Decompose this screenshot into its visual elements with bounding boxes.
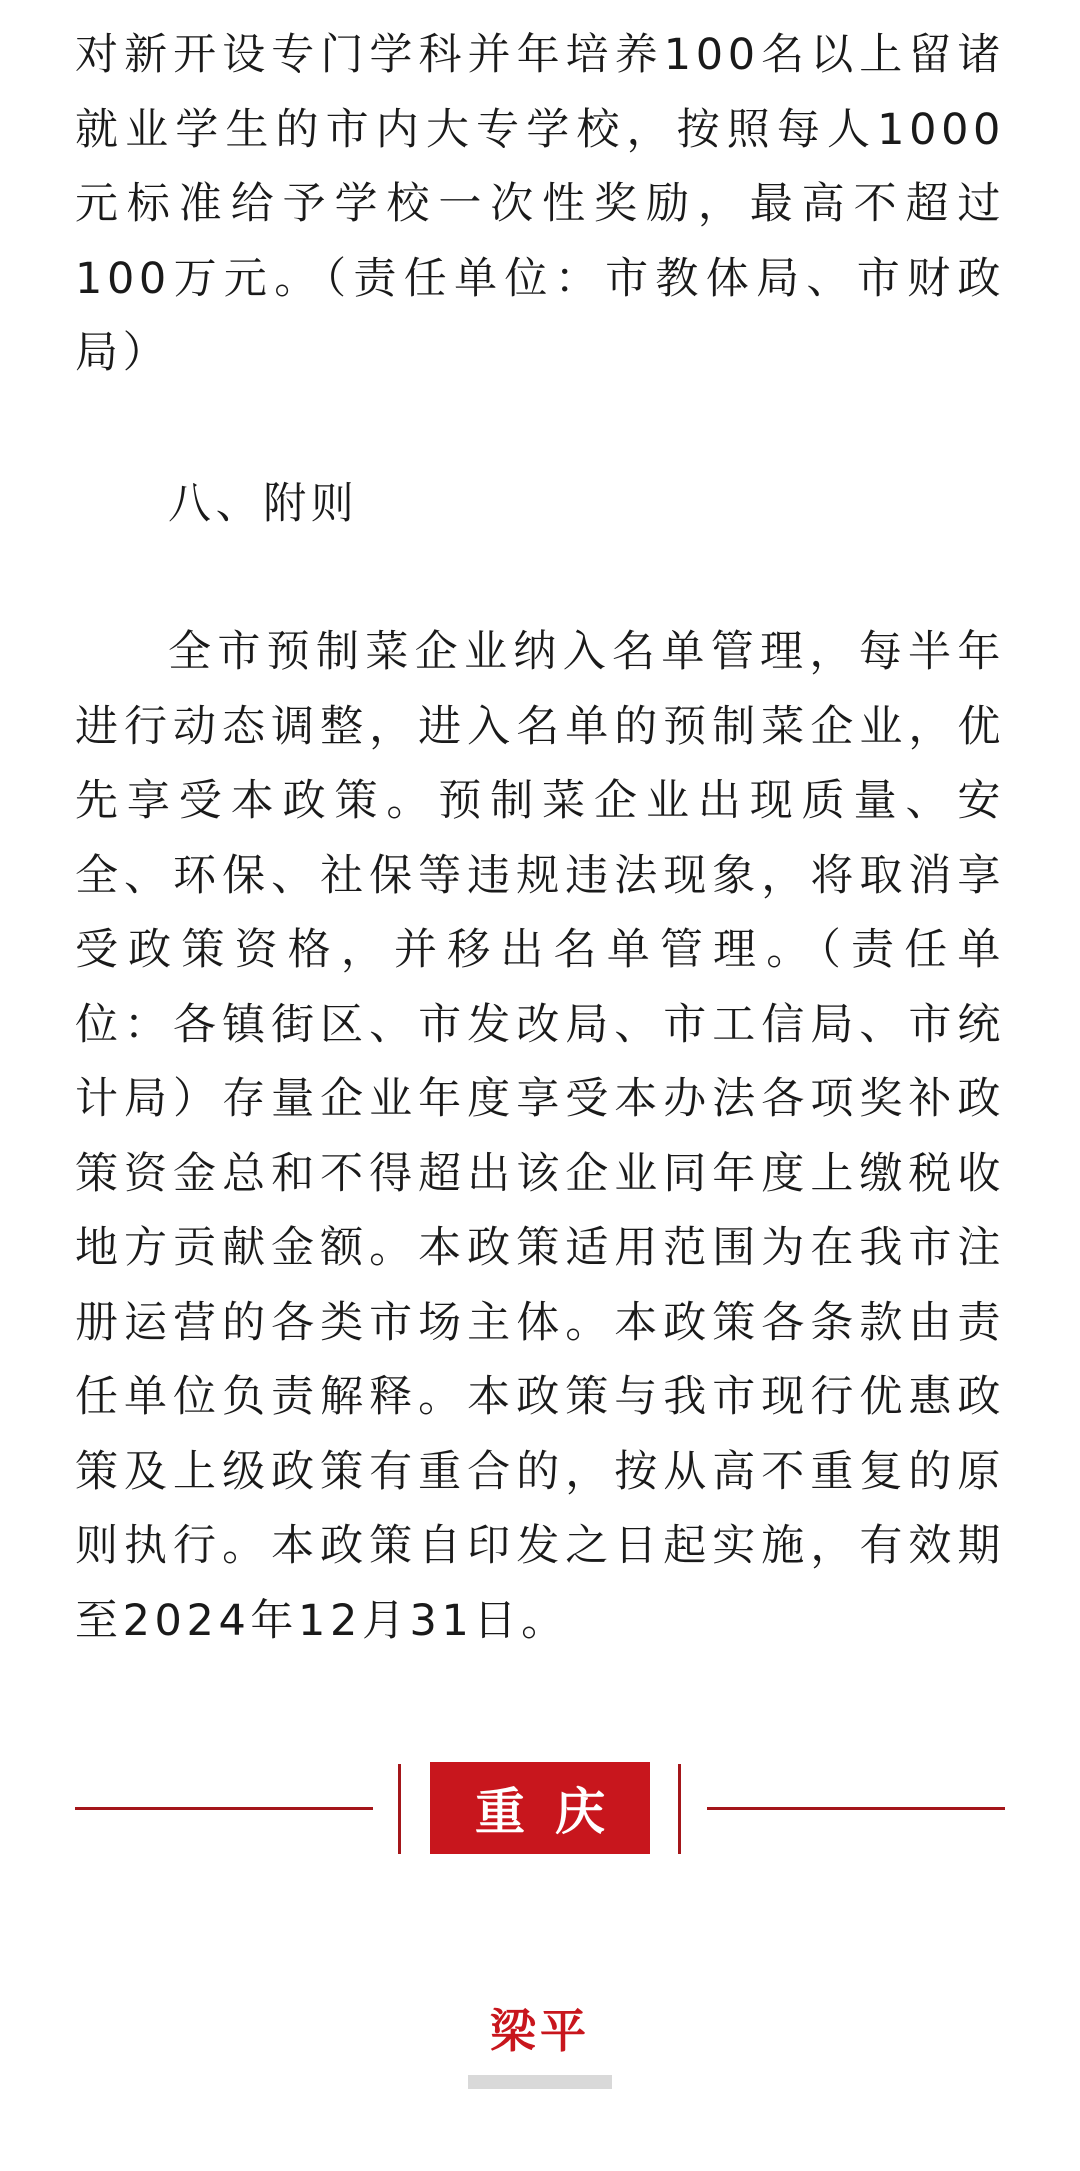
article-body xyxy=(75,18,1005,1658)
paragraph-appendix: 全市预制菜企业纳入名单管理，每半年进行动态调整，进入名单的预制菜企业，优先享受本政策。预制菜企业出现质量、安全、环保、社保等违规违法现象，将取消享受政策资格，并移出名单管理。（责任单位：各镇街区、市发改局、市工信局、市统计局）存量企业年度享受本办法各项奖补政策资金总和不得超出该企业同年度上缴税收地方贡献金额。本政策适用范围为在我市注册运营的各类市场主体。本政策各条款由责任单位负责解释。本政策与我市现行优惠政策及上级政策有重合的，按从高不重复的原则执行。本政策自印发之日起实施，有效期至2024年12月31日。 xyxy=(75,627,1005,1646)
city-badge: 重庆 xyxy=(430,1762,650,1854)
divider-tick-right xyxy=(678,1764,681,1854)
region-divider xyxy=(75,1760,1005,1855)
divider-line-right xyxy=(707,1807,1005,1810)
divider-line-left xyxy=(75,1807,373,1810)
section-heading: 八、附则 xyxy=(168,478,359,529)
source-underline-bar xyxy=(468,2075,612,2089)
paragraph-intro: 对新开设专门学科并年培养100名以上留诸就业学生的市内大专学校，按照每人1000元标准给予学校一次性奖励，最高不超过100万元。（责任单位：市教体局、市财政局） xyxy=(75,30,1005,378)
source-name: 梁平 xyxy=(490,2004,590,2058)
divider-tick-left xyxy=(398,1764,401,1854)
